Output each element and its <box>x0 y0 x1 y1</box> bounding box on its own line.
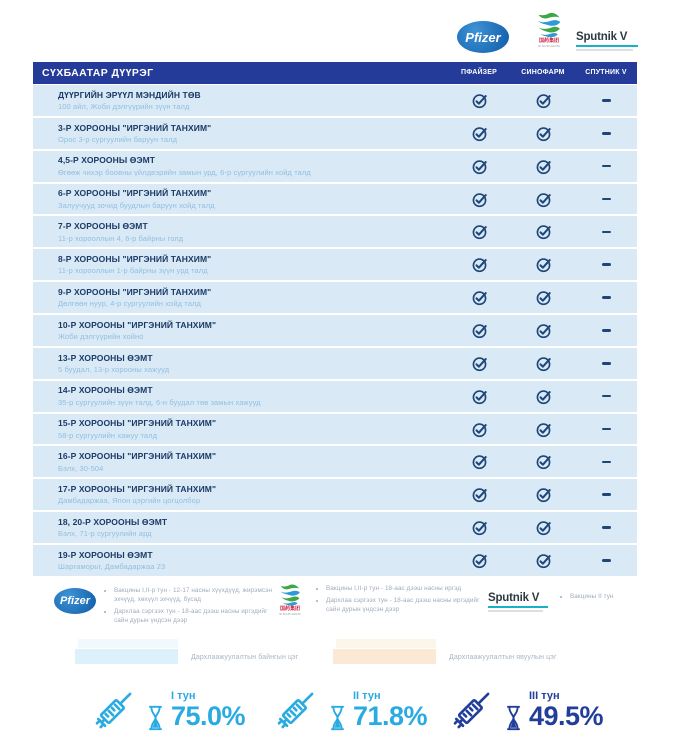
sputnik-tagline <box>488 610 543 612</box>
hourglass-icon <box>330 705 345 731</box>
table-row <box>33 479 637 512</box>
sputnik-tagline <box>576 49 633 51</box>
sinopharm-waves-icon <box>534 12 564 38</box>
dose-percentage: 75.0% <box>171 700 246 731</box>
location-info <box>33 353 447 375</box>
location-info <box>33 123 447 145</box>
check-icon <box>471 125 488 142</box>
location-address: Бэлх, 71-р сургуулийн ард <box>58 529 152 539</box>
column-header-sputnik: СПУТНИК V <box>585 69 627 76</box>
location-title: 9-Р ХОРООНЫ "ИРГЭНИЙ ТАНХИМ" <box>58 286 212 297</box>
cell-pfizer <box>447 519 511 536</box>
cell-pfizer <box>447 158 511 175</box>
dash-icon <box>602 198 611 201</box>
table-row <box>33 249 637 282</box>
dash-icon <box>602 296 611 299</box>
vaccination-points-table <box>33 85 637 578</box>
location-address: Залуучууд зочид буудлын баруун хойд талд <box>58 200 215 210</box>
table-row <box>33 315 637 348</box>
dash-icon <box>602 329 611 332</box>
location-title: 19-Р ХОРООНЫ ӨЭМТ <box>58 549 153 560</box>
dash-icon <box>602 461 611 464</box>
dash-icon <box>602 132 611 135</box>
stat-text <box>171 690 245 730</box>
sinopharm-logo <box>529 12 569 48</box>
location-title: 15-Р ХОРООНЫ "ИРГЭНИЙ ТАНХИМ" <box>58 418 217 429</box>
table-row <box>33 216 637 249</box>
dash-icon <box>602 263 611 266</box>
check-icon <box>471 322 488 339</box>
cell-sinopharm <box>511 125 575 142</box>
cell-pfizer <box>447 223 511 240</box>
cell-pfizer <box>447 92 511 109</box>
cell-pfizer <box>447 355 511 372</box>
location-address: Өгөөж чихэр боовны үйлдвэрийн замын урд, 6-р сургуулийн хойд талд <box>58 167 311 177</box>
table-row <box>33 348 637 381</box>
dash-icon <box>602 428 611 431</box>
hourglass-icon <box>506 705 521 731</box>
cell-sinopharm <box>511 256 575 273</box>
table-header <box>33 62 637 84</box>
sputnik-underline <box>576 45 638 47</box>
dose-label: II тун <box>353 689 381 702</box>
sinopharm-english-text: SINOPHARM <box>538 44 560 48</box>
cell-pfizer <box>447 289 511 306</box>
pfizer-logo-text: Pfizer <box>60 595 90 607</box>
dash-icon <box>602 362 611 365</box>
cell-sinopharm <box>511 519 575 536</box>
dash-icon <box>602 526 611 529</box>
location-title: 13-Р ХОРООНЫ ӨЭМТ <box>58 352 153 363</box>
pfizer-logo-small <box>54 588 96 614</box>
check-icon <box>471 223 488 240</box>
cell-sputnik <box>575 165 637 168</box>
cell-sputnik <box>575 132 637 135</box>
dose-label: I тун <box>171 689 196 702</box>
table-row <box>33 118 637 151</box>
location-address: 5 буудал, 13-р хорооны хажууд <box>58 365 170 375</box>
cell-sputnik <box>575 263 637 266</box>
check-icon <box>535 92 552 109</box>
cell-pfizer <box>447 322 511 339</box>
cell-sputnik <box>575 362 637 365</box>
check-icon <box>535 388 552 405</box>
dash-icon <box>602 231 611 234</box>
location-title: 16-Р ХОРООНЫ "ИРГЭНИЙ ТАНХИМ" <box>58 451 217 462</box>
check-icon <box>471 388 488 405</box>
sputnik-underline <box>488 606 548 608</box>
swatch-faint <box>78 639 178 648</box>
dose-percentage: 71.8% <box>353 700 428 731</box>
swatch-blue <box>75 639 178 664</box>
check-icon <box>471 552 488 569</box>
legend-item: • Дархлаа сэргээх тун - 18-аас дээш насны иргэдийг сайн дурын үндсэн дээр <box>114 607 280 625</box>
check-icon <box>471 256 488 273</box>
cell-pfizer <box>447 453 511 470</box>
sinopharm-chinese-text: 国药集团 <box>538 38 559 44</box>
dose-label: III тун <box>529 689 560 702</box>
check-icon <box>471 191 488 208</box>
check-icon <box>471 486 488 503</box>
location-info <box>33 484 447 506</box>
stat-text <box>353 690 427 730</box>
location-info <box>33 517 447 539</box>
check-icon <box>535 223 552 240</box>
sputnik-v-wordmark: Sputnik V <box>576 31 628 43</box>
cell-sputnik <box>575 198 637 201</box>
cell-sinopharm <box>511 322 575 339</box>
syringe-icon <box>86 682 142 738</box>
location-info <box>33 451 447 473</box>
location-info <box>33 550 447 572</box>
legend-item: • Дархлаа сэргээх тун - 18-аас дээш насны иргэдийг сайн дурын үндсэн дээр <box>326 596 480 614</box>
hourglass-icon <box>148 705 163 731</box>
location-address: 35-р сургуулийн зүүн талд, 6-н буудал төв замын хажууд <box>58 397 261 407</box>
cell-sinopharm <box>511 92 575 109</box>
cell-sinopharm <box>511 388 575 405</box>
sinopharm-waves-icon <box>277 584 303 606</box>
dose-percentage: 49.5% <box>529 700 604 731</box>
cell-sputnik <box>575 428 637 431</box>
location-title: 17-Р ХОРООНЫ "ИРГЭНИЙ ТАНХИМ" <box>58 483 217 494</box>
sputnik-eligibility-list <box>560 592 614 612</box>
stat-dose-1 <box>86 676 245 744</box>
location-address: 11-р хорооллын 4, 6-р байрны голд <box>58 233 184 243</box>
cell-sinopharm <box>511 486 575 503</box>
check-icon <box>471 355 488 372</box>
sinopharm-chinese-text: 国药集团 <box>279 606 300 612</box>
check-icon <box>471 158 488 175</box>
table-row <box>33 381 637 414</box>
swatch-main <box>75 649 178 664</box>
table-row <box>33 282 637 315</box>
location-title: 4,5-Р ХОРООНЫ ӨЭМТ <box>58 155 156 166</box>
stat-text <box>529 690 603 730</box>
location-title: 6-Р ХОРООНЫ "ИРГЭНИЙ ТАНХИМ" <box>58 188 212 199</box>
dash-icon <box>602 395 611 398</box>
location-title: 3-Р ХОРООНЫ "ИРГЭНИЙ ТАНХИМ" <box>58 122 212 133</box>
cell-sputnik <box>575 395 637 398</box>
cell-sinopharm <box>511 552 575 569</box>
location-title: 7-Р ХОРООНЫ ӨЭМТ <box>58 221 148 232</box>
legend-item: • Вакцины I,II-р тун - 12-17 насны хүүхдүүд, жирэмсэн эхчүүд, хөхүүл эхчүүд, бусад <box>114 586 280 604</box>
cell-sinopharm <box>511 421 575 438</box>
vaccine-brand-logos <box>0 0 677 62</box>
check-icon <box>471 453 488 470</box>
location-info <box>33 320 447 342</box>
location-info <box>33 418 447 440</box>
legend-sinopharm <box>272 584 480 617</box>
cell-sputnik <box>575 231 637 234</box>
pfizer-logo <box>457 21 509 53</box>
point-type-permanent <box>75 639 298 664</box>
sinopharm-eligibility-list <box>316 584 480 617</box>
sputnik-v-wordmark: Sputnik V <box>488 592 540 604</box>
cell-sinopharm <box>511 355 575 372</box>
check-icon <box>535 289 552 306</box>
cell-sinopharm <box>511 289 575 306</box>
location-address: Орос 3-р сургуулийн баруун талд <box>58 135 178 145</box>
legend-pfizer <box>54 586 280 629</box>
dash-icon <box>602 165 611 168</box>
stat-dose-2 <box>268 676 427 744</box>
swatch-faint <box>336 639 436 648</box>
dash-icon <box>602 493 611 496</box>
point-type-mobile <box>333 639 557 664</box>
check-icon <box>471 92 488 109</box>
location-address: Шаргаморьт, Дамбадаржаа 23 <box>58 562 166 572</box>
point-type-label: Дархлаажуулалтын явуулын цэг <box>449 654 557 661</box>
location-address: Дөлгөөн нуур, 4-р сургуулийн хойд талд <box>58 299 201 309</box>
table-row <box>33 184 637 217</box>
cell-pfizer <box>447 486 511 503</box>
cell-sputnik <box>575 526 637 529</box>
sinopharm-logo-small <box>272 584 308 617</box>
check-icon <box>471 519 488 536</box>
cell-sputnik <box>575 329 637 332</box>
syringe-icon <box>268 682 324 738</box>
check-icon <box>535 552 552 569</box>
cell-pfizer <box>447 191 511 208</box>
location-address: 58-р сургуулийн хажуу талд <box>58 430 158 440</box>
location-info <box>33 155 447 177</box>
cell-pfizer <box>447 388 511 405</box>
cell-sinopharm <box>511 453 575 470</box>
table-row <box>33 545 637 578</box>
legend-item: • Вакцины I,II-р тун - 18-аас дээш насны иргэд <box>326 584 480 593</box>
dash-icon <box>602 559 611 562</box>
check-icon <box>535 421 552 438</box>
check-icon <box>471 421 488 438</box>
legend-item: • Вакцины II тун <box>570 592 614 601</box>
legend-sputnik <box>488 592 658 612</box>
swatch-orange <box>333 639 436 664</box>
location-info <box>33 287 447 309</box>
cell-pfizer <box>447 552 511 569</box>
cell-sinopharm <box>511 191 575 208</box>
location-address: Жоби дэлгүүрийн хойно <box>58 332 144 342</box>
check-icon <box>535 453 552 470</box>
sputnik-v-logo-small <box>488 592 548 612</box>
cell-sputnik <box>575 493 637 496</box>
location-address: Бэлх, 30-504 <box>58 463 104 473</box>
pfizer-eligibility-list <box>104 586 280 629</box>
column-header-sinopharm: СИНОФАРМ <box>521 69 565 76</box>
check-icon <box>535 486 552 503</box>
location-info <box>33 254 447 276</box>
check-icon <box>535 519 552 536</box>
table-row <box>33 151 637 184</box>
location-title: 10-Р ХОРООНЫ "ИРГЭНИЙ ТАНХИМ" <box>58 319 217 330</box>
location-title: 8-Р ХОРООНЫ "ИРГЭНИЙ ТАНХИМ" <box>58 253 212 264</box>
location-title: ДҮҮРГИЙН ЭРҮҮЛ МЭНДИЙН ТӨВ <box>58 89 201 100</box>
point-type-label: Дархлаажуулалтын байнгын цэг <box>191 654 299 661</box>
cell-sinopharm <box>511 158 575 175</box>
cell-pfizer <box>447 125 511 142</box>
syringe-icon <box>444 682 500 738</box>
pfizer-logo-text: Pfizer <box>465 29 501 45</box>
dash-icon <box>602 99 611 102</box>
location-info <box>33 221 447 243</box>
location-address: 11-р хорооллын 1-р байрны зүүн урд талд <box>58 266 208 276</box>
check-icon <box>535 158 552 175</box>
location-info <box>33 90 447 112</box>
sinopharm-english-text: SINOPHARM <box>279 612 301 616</box>
column-header-pfizer: ПФАЙЗЕР <box>460 69 498 76</box>
location-info <box>33 188 447 210</box>
cell-sputnik <box>575 559 637 562</box>
check-icon <box>535 256 552 273</box>
check-icon <box>535 322 552 339</box>
cell-sputnik <box>575 296 637 299</box>
location-title: 18, 20-Р ХОРООНЫ ӨЭМТ <box>58 516 168 527</box>
check-icon <box>535 125 552 142</box>
cell-sputnik <box>575 99 637 102</box>
location-address: 100 айл, Жоби дэлгүүрийн зүүн талд <box>58 102 190 112</box>
location-address: Дамбадаржаа, Япон цэргийн цогцолбор <box>58 496 201 506</box>
location-info <box>33 385 447 407</box>
stat-dose-3 <box>444 676 603 744</box>
table-row <box>33 512 637 545</box>
district-title: СҮХБААТАР ДҮҮРЭГ <box>42 67 154 79</box>
cell-sputnik <box>575 461 637 464</box>
location-title: 14-Р ХОРООНЫ ӨЭМТ <box>58 385 153 396</box>
cell-pfizer <box>447 256 511 273</box>
swatch-main <box>333 649 436 664</box>
cell-pfizer <box>447 421 511 438</box>
table-row <box>33 414 637 447</box>
check-icon <box>535 355 552 372</box>
table-row <box>33 85 637 118</box>
check-icon <box>535 191 552 208</box>
cell-sinopharm <box>511 223 575 240</box>
table-row <box>33 446 637 479</box>
sputnik-v-logo <box>576 31 638 51</box>
check-icon <box>471 289 488 306</box>
